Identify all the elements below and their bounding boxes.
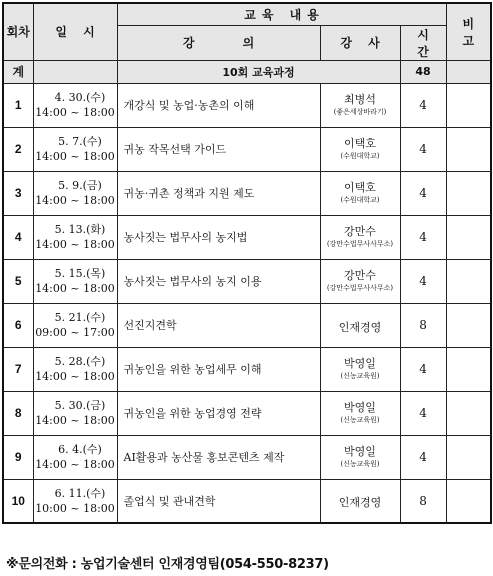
session-time: 14:00 ~ 18:00	[35, 106, 115, 119]
instructor-cell	[320, 215, 400, 259]
lecture-title: AI활용과 농산물 홍보콘텐츠 제작	[117, 435, 320, 479]
schedule-row	[3, 127, 491, 171]
instructor-organization: (강만수법무사사무소)	[326, 240, 394, 248]
session-time: 09:00 ~ 17:00	[35, 326, 115, 339]
header-lecture: 강 의	[117, 25, 320, 60]
header-instructor: 강 사	[320, 25, 400, 60]
schedule-row	[3, 171, 491, 215]
instructor-organization: (신농교육원)	[340, 416, 380, 424]
schedule-row	[3, 259, 491, 303]
session-time: 14:00 ~ 18:00	[35, 150, 115, 163]
session-date: 5. 9.(금)	[58, 179, 102, 192]
session-remarks	[446, 171, 491, 215]
instructor-organization: (신농교육원)	[340, 372, 380, 380]
session-hours: 8	[400, 303, 446, 347]
instructor-cell	[320, 171, 400, 215]
session-date: 6. 11.(수)	[54, 486, 106, 500]
contact-notice: ※문의전화 : 농업기술센터 인재경영팀(054-550-8237)	[6, 557, 329, 572]
instructor-name: 강만수	[344, 225, 376, 238]
header-hours: 시 간	[400, 25, 446, 60]
schedule-row	[3, 83, 491, 127]
total-row	[3, 60, 491, 83]
round-number: 9	[3, 435, 33, 479]
instructor-name: 최병석	[344, 93, 376, 106]
lecture-title: 농사짓는 법무사의 농지법	[117, 215, 320, 259]
datetime-cell	[33, 479, 117, 523]
instructor-cell	[320, 391, 400, 435]
session-time: 14:00 ~ 18:00	[35, 238, 115, 251]
round-number: 4	[3, 215, 33, 259]
session-date: 6. 4.(수)	[58, 443, 102, 456]
session-remarks	[446, 435, 491, 479]
session-time: 14:00 ~ 18:00	[35, 414, 115, 427]
lecture-title: 개강식 및 농업·농촌의 이해	[117, 83, 320, 127]
round-number: 1	[3, 83, 33, 127]
lecture-title: 귀농 작목선택 가이드	[117, 127, 320, 171]
instructor-cell	[320, 479, 400, 523]
session-remarks	[446, 259, 491, 303]
instructor-cell	[320, 83, 400, 127]
session-remarks	[446, 83, 491, 127]
session-hours: 4	[400, 127, 446, 171]
session-time: 14:00 ~ 18:00	[35, 282, 115, 295]
instructor-cell	[320, 435, 400, 479]
total-remarks	[446, 60, 491, 83]
session-hours: 8	[400, 479, 446, 523]
instructor-organization: (수원대학교)	[340, 196, 380, 204]
instructor-organization: (수원대학교)	[340, 152, 380, 160]
session-time: 10:00 ~ 18:00	[35, 501, 115, 515]
session-hours: 4	[400, 259, 446, 303]
datetime-cell	[33, 303, 117, 347]
instructor-organization: (좋은세상바라기)	[333, 108, 387, 116]
instructor-name: 박영일	[344, 357, 376, 370]
schedule-row	[3, 435, 491, 479]
header-round: 회차	[3, 3, 33, 60]
schedule-row	[3, 215, 491, 259]
schedule-row	[3, 479, 491, 523]
total-empty-date	[33, 60, 117, 83]
round-number: 5	[3, 259, 33, 303]
instructor-name: 박영일	[344, 445, 376, 458]
header-education-content: 교육 내용	[117, 3, 446, 25]
instructor-organization: (강만수법무사사무소)	[326, 284, 394, 292]
instructor-cell	[320, 259, 400, 303]
schedule-row	[3, 347, 491, 391]
lecture-title: 귀농인을 위한 농업경영 전략	[117, 391, 320, 435]
session-remarks	[446, 479, 491, 523]
session-time: 14:00 ~ 18:00	[35, 194, 115, 207]
round-number: 8	[3, 391, 33, 435]
session-hours: 4	[400, 83, 446, 127]
instructor-cell	[320, 127, 400, 171]
round-number: 7	[3, 347, 33, 391]
session-date: 5. 15.(목)	[54, 267, 106, 280]
round-number: 2	[3, 127, 33, 171]
session-date: 5. 30.(금)	[54, 399, 106, 412]
session-hours: 4	[400, 391, 446, 435]
session-hours: 4	[400, 215, 446, 259]
instructor-cell	[320, 347, 400, 391]
session-remarks	[446, 127, 491, 171]
lecture-title: 졸업식 및 관내견학	[117, 479, 320, 523]
education-schedule-table	[2, 2, 492, 524]
header-remarks: 비 고	[446, 3, 491, 60]
header-row-top	[3, 3, 491, 25]
session-hours: 4	[400, 435, 446, 479]
datetime-cell	[33, 259, 117, 303]
schedule-row	[3, 391, 491, 435]
total-description: 10회 교육과정	[117, 60, 400, 83]
datetime-cell	[33, 127, 117, 171]
session-date: 5. 21.(수)	[54, 311, 106, 324]
lecture-title: 귀농인을 위한 농업세무 이해	[117, 347, 320, 391]
instructor-name: 이택호	[344, 137, 376, 150]
instructor-cell	[320, 303, 400, 347]
instructor-name: 이택호	[344, 181, 376, 194]
instructor-organization: (신농교육원)	[340, 460, 380, 468]
session-time: 14:00 ~ 18:00	[35, 458, 115, 471]
lecture-title: 귀농·귀촌 정책과 지원 제도	[117, 171, 320, 215]
datetime-cell	[33, 215, 117, 259]
round-number: 6	[3, 303, 33, 347]
header-datetime: 일 시	[33, 3, 117, 60]
instructor-name: 강만수	[344, 269, 376, 282]
session-date: 5. 28.(수)	[54, 355, 106, 368]
datetime-cell	[33, 435, 117, 479]
session-hours: 4	[400, 347, 446, 391]
total-label: 계	[3, 60, 33, 83]
session-remarks	[446, 303, 491, 347]
session-remarks	[446, 215, 491, 259]
lecture-title: 선진지견학	[117, 303, 320, 347]
session-remarks	[446, 347, 491, 391]
round-number: 10	[3, 479, 33, 523]
session-date: 4. 30.(수)	[54, 91, 106, 104]
instructor-name: 박영일	[344, 401, 376, 414]
instructor-name: 인재경영	[338, 320, 382, 334]
round-number: 3	[3, 171, 33, 215]
session-time: 14:00 ~ 18:00	[35, 370, 115, 383]
schedule-row	[3, 303, 491, 347]
session-remarks	[446, 391, 491, 435]
session-date: 5. 7.(수)	[58, 135, 102, 148]
instructor-name: 인재경영	[338, 496, 382, 510]
datetime-cell	[33, 391, 117, 435]
session-date: 5. 13.(화)	[54, 223, 106, 236]
total-hours: 48	[400, 60, 446, 83]
datetime-cell	[33, 347, 117, 391]
datetime-cell	[33, 83, 117, 127]
datetime-cell	[33, 171, 117, 215]
session-hours: 4	[400, 171, 446, 215]
lecture-title: 농사짓는 법무사의 농지 이용	[117, 259, 320, 303]
